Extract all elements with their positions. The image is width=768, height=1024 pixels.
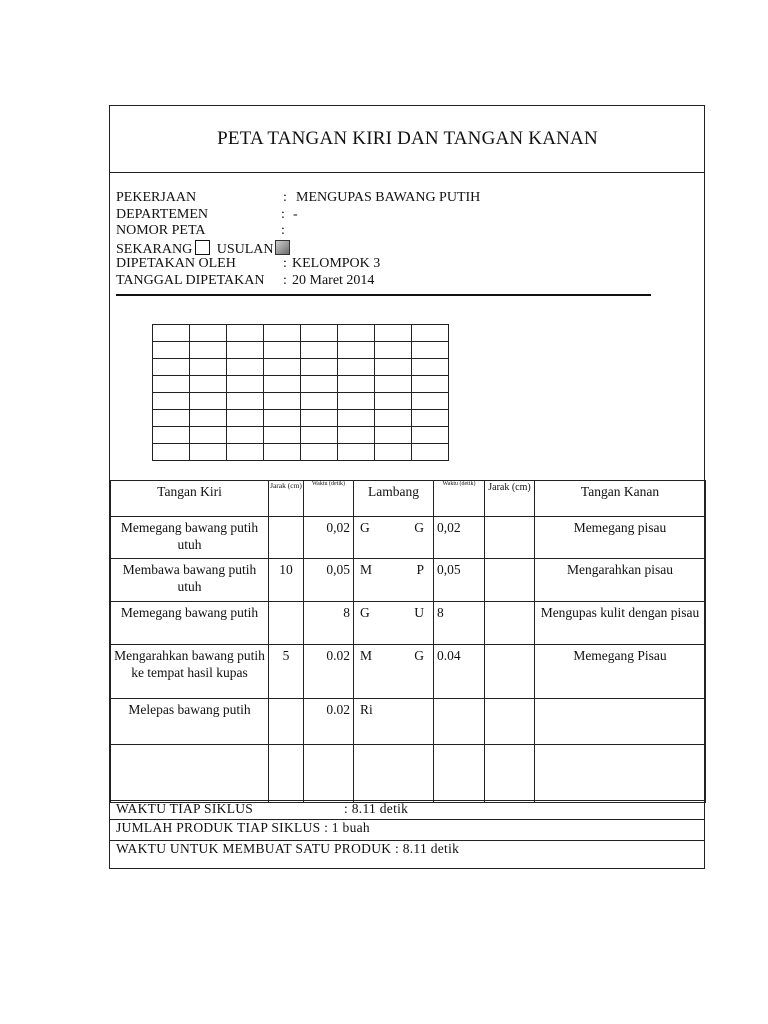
footer-waktu-siklus	[110, 800, 705, 820]
grid-cell	[227, 444, 264, 461]
grid-cell	[338, 444, 375, 461]
hand-chart-table	[110, 480, 706, 803]
cell-tangan-kanan	[535, 745, 706, 803]
grid-cell	[227, 325, 264, 342]
cell-waktu-kanan: 8	[434, 602, 485, 645]
grid-cell	[301, 393, 338, 410]
meta-pekerjaan-sep: :	[283, 190, 287, 205]
grid-cell	[412, 342, 449, 359]
lambang-kanan: G	[414, 648, 424, 663]
grid-cell	[153, 325, 190, 342]
meta-pekerjaan-label: PEKERJAAN	[116, 190, 197, 205]
grid-cell	[190, 325, 227, 342]
grid-cell	[190, 359, 227, 376]
cell-jarak-kanan	[485, 745, 535, 803]
grid-cell	[227, 342, 264, 359]
cell-waktu-kanan	[434, 745, 485, 803]
grid-row	[153, 410, 449, 427]
grid-cell	[375, 393, 412, 410]
cell-lambang	[354, 602, 434, 645]
grid-cell	[338, 325, 375, 342]
cell-waktu-kiri: 0.02	[304, 645, 354, 699]
grid-row	[153, 376, 449, 393]
grid-cell	[412, 410, 449, 427]
grid-cell	[190, 410, 227, 427]
usulan-checkbox[interactable]	[275, 240, 290, 255]
grid-row	[153, 359, 449, 376]
grid-cell	[338, 342, 375, 359]
cell-lambang	[354, 559, 434, 602]
lambang-kiri: G	[360, 520, 370, 535]
grid-cell	[190, 342, 227, 359]
cell-tangan-kanan: Memegang Pisau	[535, 645, 706, 699]
header-jarak-kiri-text: Jarak (cm)	[270, 481, 302, 490]
cell-waktu-kiri: 0.02	[304, 699, 354, 745]
cell-waktu-kiri: 0,05	[304, 559, 354, 602]
header-tangan-kiri-text: Tangan Kiri	[157, 484, 222, 499]
grid-cell	[301, 376, 338, 393]
meta-departemen-value: -	[293, 206, 298, 222]
grid-row	[153, 325, 449, 342]
grid-cell	[301, 342, 338, 359]
grid-row	[153, 342, 449, 359]
grid-cell	[412, 444, 449, 461]
header-tangan-kanan	[535, 481, 706, 517]
footer-jumlah-produk-text: JUMLAH PRODUK TIAP SIKLUS : 1 buah	[116, 820, 370, 835]
grid-cell	[412, 376, 449, 393]
grid-cell	[264, 427, 301, 444]
grid-cell	[375, 359, 412, 376]
grid-cell	[227, 376, 264, 393]
grid-cell	[338, 410, 375, 427]
grid-cell	[375, 444, 412, 461]
grid-cell	[301, 325, 338, 342]
grid-cell	[301, 444, 338, 461]
header-jarak-kanan	[485, 481, 535, 517]
grid-cell	[375, 376, 412, 393]
header-waktu-kanan	[434, 481, 485, 517]
grid-cell	[227, 393, 264, 410]
cell-waktu-kanan: 0.04	[434, 645, 485, 699]
header-lambang-text: Lambang	[368, 484, 419, 499]
grid-cell	[412, 393, 449, 410]
grid-cell	[227, 410, 264, 427]
cell-tangan-kiri: Melepas bawang putih	[111, 699, 269, 745]
lambang-kanan: P	[416, 562, 424, 577]
meta-dipetakan-oleh-value: KELOMPOK 3	[292, 256, 381, 271]
footer-jumlah-produk	[110, 820, 705, 841]
meta-tanggal-sep: :	[283, 272, 287, 288]
cell-waktu-kanan: 0,02	[434, 517, 485, 559]
cell-jarak-kiri	[269, 699, 304, 745]
header-tangan-kanan-text: Tangan Kanan	[580, 484, 660, 499]
meta-departemen-sep: :	[281, 206, 285, 222]
cell-tangan-kiri	[111, 745, 269, 803]
grid-cell	[227, 427, 264, 444]
lambang-kiri: Ri	[360, 702, 373, 717]
cell-jarak-kiri	[269, 517, 304, 559]
grid-cell	[153, 444, 190, 461]
cell-waktu-kiri	[304, 745, 354, 803]
header-tangan-kiri	[111, 481, 269, 517]
lambang-pair	[357, 561, 430, 578]
meta-tanggal-value: 20 Maret 2014	[292, 272, 375, 288]
cell-tangan-kanan	[535, 699, 706, 745]
cell-tangan-kiri: Mengarahkan bawang putih ke tempat hasil kupas	[111, 645, 269, 699]
cell-tangan-kiri: Memegang bawang putih utuh	[111, 517, 269, 559]
grid-cell	[264, 376, 301, 393]
lambang-kanan: G	[414, 520, 424, 535]
meta-tanggal-label: TANGGAL DIPETAKAN	[116, 272, 265, 288]
grid-cell	[153, 410, 190, 427]
grid-cell	[264, 410, 301, 427]
lambang-kiri: G	[360, 605, 370, 620]
cell-jarak-kiri	[269, 745, 304, 803]
meta-nomor-peta-sep: :	[281, 223, 285, 238]
cell-jarak-kanan	[485, 517, 535, 559]
grid-cell	[264, 359, 301, 376]
grid-cell	[338, 393, 375, 410]
lambang-pair	[357, 604, 430, 621]
cell-jarak-kanan	[485, 645, 535, 699]
cell-jarak-kanan	[485, 559, 535, 602]
meta-dipetakan-oleh-sep: :	[283, 256, 287, 271]
cell-lambang	[354, 699, 434, 745]
grid-cell	[338, 376, 375, 393]
table-row	[111, 745, 706, 803]
grid-cell	[153, 427, 190, 444]
grid-cell	[338, 359, 375, 376]
header-waktu-kanan-text: Waktu (detik)	[442, 481, 476, 487]
grid-cell	[190, 427, 227, 444]
cell-waktu-kiri: 8	[304, 602, 354, 645]
grid-cell	[190, 393, 227, 410]
grid-cell	[301, 427, 338, 444]
footer-waktu-produk	[110, 841, 705, 869]
grid-cell	[264, 325, 301, 342]
cell-lambang	[354, 745, 434, 803]
cell-waktu-kanan	[434, 699, 485, 745]
lambang-kiri: M	[360, 562, 373, 577]
cell-waktu-kanan: 0,05	[434, 559, 485, 602]
grid-cell	[338, 427, 375, 444]
table-row	[111, 602, 706, 645]
meta-pekerjaan-value: MENGUPAS BAWANG PUTIH	[296, 190, 481, 205]
grid-cell	[375, 342, 412, 359]
footer-waktu-produk-text: WAKTU UNTUK MEMBUAT SATU PRODUK : 8.11 detik	[116, 841, 460, 856]
grid-cell	[227, 359, 264, 376]
table-row	[111, 645, 706, 699]
cell-waktu-kiri: 0,02	[304, 517, 354, 559]
grid-cell	[412, 427, 449, 444]
cell-jarak-kanan	[485, 699, 535, 745]
page-title: PETA TANGAN KIRI DAN TANGAN KANAN	[110, 105, 705, 173]
cell-lambang	[354, 517, 434, 559]
header-jarak-kiri	[269, 481, 304, 517]
meta-sekarang-label: SEKARANG	[116, 241, 193, 257]
grid-cell	[264, 444, 301, 461]
grid-cell	[375, 410, 412, 427]
grid-cell	[412, 325, 449, 342]
grid-row	[153, 393, 449, 410]
footer-waktu-siklus-value: : 8.11 detik	[344, 801, 409, 816]
grid-cell	[190, 376, 227, 393]
cell-tangan-kiri: Memegang bawang putih	[111, 602, 269, 645]
grid-cell	[412, 359, 449, 376]
lambang-pair	[357, 647, 430, 664]
grid-cell	[190, 444, 227, 461]
table-header-row	[111, 481, 706, 517]
grid-row	[153, 427, 449, 444]
lambang-pair	[357, 701, 430, 718]
cell-tangan-kanan: Mengarahkan pisau	[535, 559, 706, 602]
cell-tangan-kanan: Mengupas kulit dengan pisau	[535, 602, 706, 645]
grid-cell	[301, 410, 338, 427]
meta-dipetakan-oleh-label: DIPETAKAN OLEH	[116, 256, 236, 271]
grid-cell	[264, 342, 301, 359]
table-row	[111, 559, 706, 602]
meta-divider	[116, 294, 651, 296]
lambang-pair	[357, 519, 430, 536]
cell-tangan-kiri: Membawa bawang putih utuh	[111, 559, 269, 602]
header-lambang	[354, 481, 434, 517]
empty-grid	[152, 324, 449, 461]
footer-waktu-siklus-label: WAKTU TIAP SIKLUS	[116, 801, 254, 816]
cell-jarak-kiri: 5	[269, 645, 304, 699]
grid-row	[153, 444, 449, 461]
table-row	[111, 699, 706, 745]
header-waktu-kiri	[304, 481, 354, 517]
cell-tangan-kanan: Memegang pisau	[535, 517, 706, 559]
meta-nomor-peta-label: NOMOR PETA	[116, 223, 206, 238]
grid-cell	[375, 427, 412, 444]
grid-cell	[375, 325, 412, 342]
grid-cell	[153, 393, 190, 410]
cell-jarak-kiri	[269, 602, 304, 645]
grid-cell	[153, 359, 190, 376]
lambang-kiri: M	[360, 648, 373, 663]
grid-cell	[153, 376, 190, 393]
meta-departemen-label: DEPARTEMEN	[116, 206, 208, 222]
cell-jarak-kanan	[485, 602, 535, 645]
cell-jarak-kiri: 10	[269, 559, 304, 602]
grid-cell	[264, 393, 301, 410]
table-row	[111, 517, 706, 559]
grid-cell	[153, 342, 190, 359]
header-waktu-kiri-text: Waktu (detik)	[311, 481, 345, 487]
lambang-kanan: U	[414, 605, 424, 620]
meta-usulan-label: USULAN	[216, 241, 274, 257]
cell-lambang	[354, 645, 434, 699]
sekarang-checkbox[interactable]	[195, 240, 210, 255]
header-jarak-kanan-text: Jarak (cm)	[488, 482, 531, 493]
grid-cell	[301, 359, 338, 376]
